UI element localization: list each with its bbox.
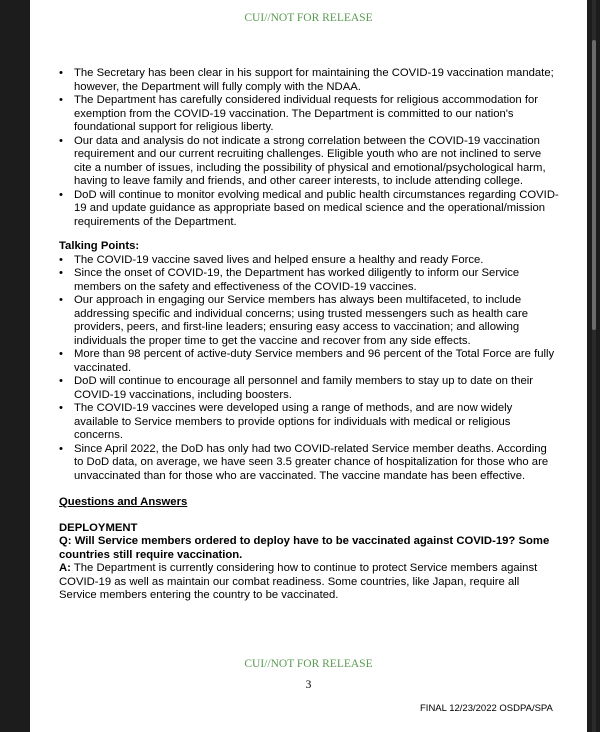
list-item: • The COVID-19 vaccine saved lives and helped ensure a healthy and ready Force.	[59, 254, 559, 268]
list-item: • The Secretary has been clear in his support for maintaining the COVID-19 vaccination mandate; however, the Department will fully comply with the NDAA.	[59, 67, 559, 94]
question-prefix: Q:	[59, 535, 72, 547]
answer-body: The Department is currently considering how to continue to protect Service members against COVID-19 as well as maintain our combat readiness. Some countries, like Japan, require all Service members entering the country to be vaccinated.	[59, 562, 538, 601]
document-page	[30, 0, 587, 732]
list-item: • Since the onset of COVID-19, the Department has worked diligently to inform our Service members on the safety and effectiveness of the COVID-19 vaccines.	[59, 267, 559, 294]
intro-bullet-list	[59, 67, 559, 229]
header-classification-marking: CUI//NOT FOR RELEASE	[244, 12, 373, 24]
final-version-note: FINAL 12/23/2022 OSDPA/SPA	[420, 703, 553, 714]
deployment-heading: DEPLOYMENT	[59, 521, 138, 534]
answer-text	[59, 562, 559, 603]
question-body: Will Service members ordered to deploy have to be vaccinated against COVID-19? Some countries still require vaccination.	[59, 535, 550, 561]
answer-prefix: A:	[59, 562, 71, 574]
document-body	[59, 67, 559, 603]
list-item: • DoD will continue to encourage all personnel and family members to stay up to date on their COVID-19 vaccinations, including boosters.	[59, 375, 559, 402]
list-item: • More than 98 percent of active-duty Service members and 96 percent of the Total Force are fully vaccinated.	[59, 348, 559, 375]
question-text	[59, 535, 559, 562]
list-item: • Our approach in engaging our Service members has always been multifaceted, to include addressing specific and individual concerns; using trusted messengers such as health care providers, peers, and first-line leaders; ensuring easy access to vaccination; and allowing individuals the proper time to get the vaccine and recover from any side effects.	[59, 294, 559, 348]
footer-classification-marking: CUI//NOT FOR RELEASE	[244, 658, 373, 670]
scrollbar-thumb[interactable]	[592, 40, 596, 330]
page-number: 3	[305, 679, 312, 691]
talking-points-heading: Talking Points:	[59, 240, 140, 252]
vertical-scrollbar[interactable]	[592, 0, 596, 732]
list-item: • Our data and analysis do not indicate a strong correlation between the COVID-19 vaccination requirement and our current recruiting challenges. Eligible youth who are not inclined to serve cite a number of issues, including the possibility of physical and emotional/psychological harm, having to leave family and friends, and other career interests, to include attending college.	[59, 135, 559, 189]
qa-heading: Questions and Answers	[59, 496, 188, 508]
talking-points-list	[59, 254, 559, 484]
list-item: • The COVID-19 vaccines were developed using a range of methods, and are now widely available to Service members to provide options for individuals with medical or religious concerns.	[59, 402, 559, 443]
list-item: • Since April 2022, the DoD has only had two COVID-related Service member deaths. According to DoD data, on average, we have seen 3.5 greater chance of hospitalization for those who are unvaccinated than for those who are vaccinated. The vaccine mandate has been effective.	[59, 443, 559, 484]
list-item: • DoD will continue to monitor evolving medical and public health circumstances regarding COVID-19 and update guidance as appropriate based on medical science and the operational/mission requirements of the Department.	[59, 189, 559, 230]
list-item: • The Department has carefully considered individual requests for religious accommodation for exemption from the COVID-19 vaccination. The Department is committed to our nation's foundational support for religious liberty.	[59, 94, 559, 135]
